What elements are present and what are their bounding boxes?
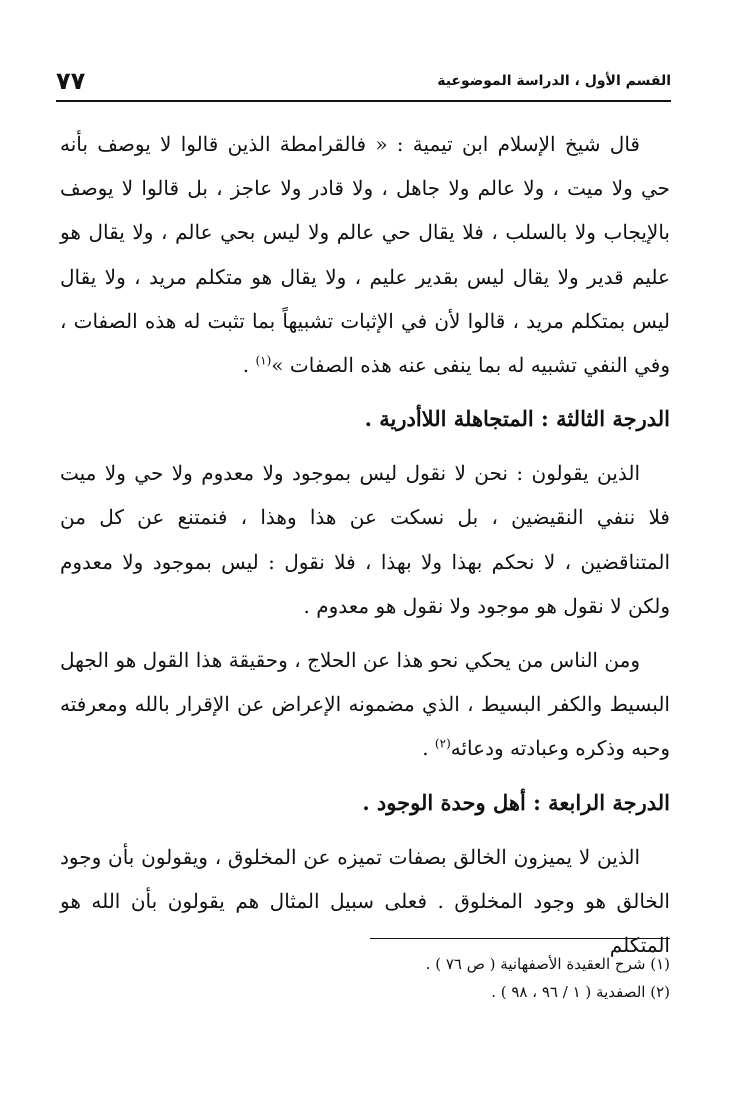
- heading-fourth-degree: الدرجة الرابعة : أهل وحدة الوجود .: [362, 789, 670, 815]
- running-title: القسم الأول ، الدراسة الموضوعية: [437, 73, 671, 89]
- page-number: ٧٧: [56, 67, 86, 95]
- footnote-reference-2: (٢): [434, 736, 451, 751]
- footnotes: [200, 950, 670, 1006]
- header-divider: [56, 100, 671, 102]
- paragraph-hallaj: [60, 638, 670, 771]
- footnote-reference-1: (١): [255, 353, 272, 368]
- page-header: [56, 66, 671, 100]
- main-text: [60, 122, 670, 977]
- paragraph-agnostics: الذين يقولون : نحن لا نقول ليس بموجود ولا معدوم ولا حي ولا ميت فلا ننفي النقيضين ، بل نسكت عن هذا وهذا ، فنمتنع عن كل من المتناقضين ، لا نحكم بهذا ولا بهذا ، فلا نقول : ليس بموجود ولا معدوم ولكن لا نقول هو موجود ولا نقول هو معدوم .: [60, 461, 670, 618]
- paragraph-ibn-taymiyyah-quote: [60, 122, 670, 387]
- paragraph-end: .: [242, 353, 256, 378]
- footnote-divider: [370, 938, 670, 939]
- footnote-1: (١) شرح العقيدة الأصفهانية ( ص ٧٦ ) .: [425, 955, 670, 973]
- paragraph-unity-of-existence: الذين لا يميزون الخالق بصفات تميزه عن المخلوق ، ويقولون بأن وجود الخالق هو وجود المخلوق . فعلى سبيل المثال هم يقولون بأن الله هو المتكلم: [60, 844, 670, 958]
- paragraph-text: ومن الناس من يحكي نحو هذا عن الحلاج ، وحقيقة هذا القول هو الجهل البسيط والكفر البسيط ، الذي مضمونه الإعراض عن الإقرار بالله ومعرفته وحبه وذكره وعبادته ودعائه: [60, 648, 670, 761]
- paragraph-end: .: [422, 736, 435, 761]
- paragraph-text: قال شيخ الإسلام ابن تيمية : « فالقرامطة الذين قالوا لا يوصف بأنه حي ولا ميت ، ولا عالم ولا جاهل ، ولا قادر ولا عاجز ، بل قالوا لا يوصف بالإيجاب ولا بالسلب ، فلا يقال حي عالم ولا ليس بحي عالم ، ولا يقال هو عليم قدير ولا يقال ليس بقدير عليم ، ولا يقال هو متكلم مريد ، ولا يقال ليس بمتكلم مريد ، قالوا لأن في الإثبات تشبيهاً بما تثبت له هذه الصفات ، وفي النفي تشبيه له بما ينفى عنه هذه الصفات »: [60, 132, 670, 378]
- footnote-2: (٢) الصفدية ( ١ / ٩٦ ، ٩٨ ) .: [491, 983, 670, 1001]
- heading-third-degree: الدرجة الثالثة : المتجاهلة اللاأدرية .: [364, 406, 670, 432]
